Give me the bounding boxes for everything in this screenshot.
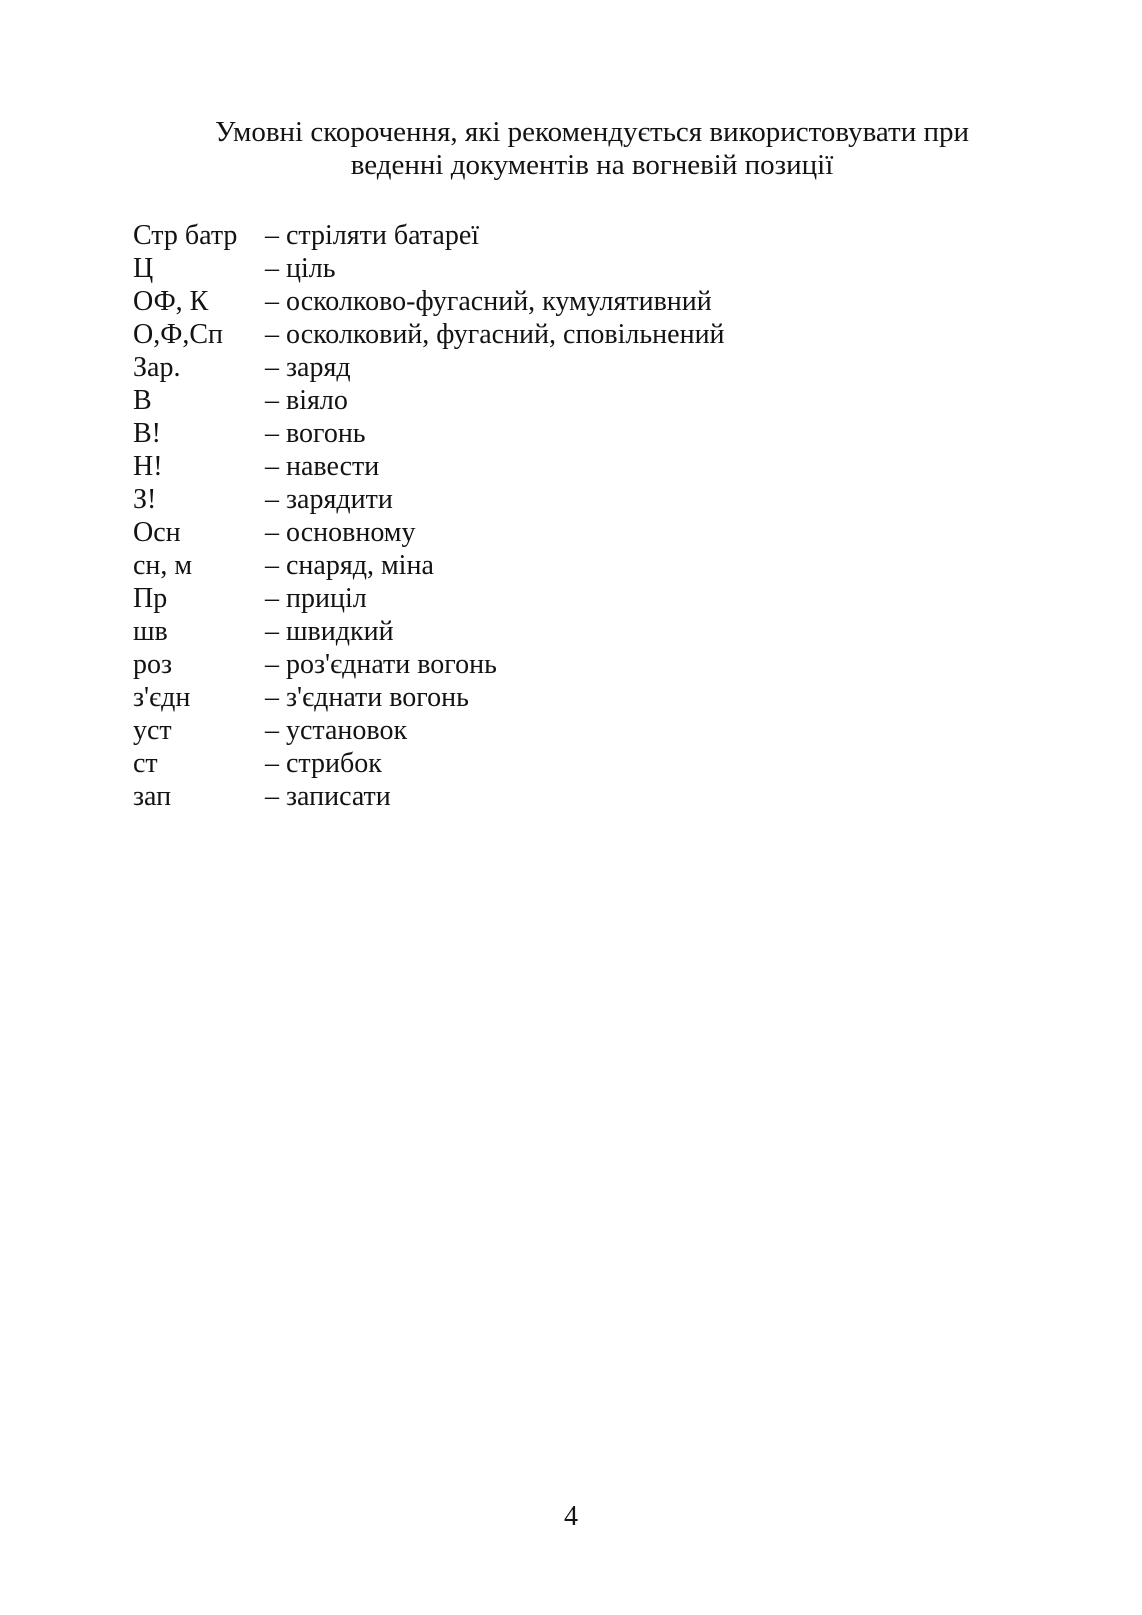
abbreviation-definition: зарядити — [286, 484, 393, 515]
dash-separator: – — [265, 352, 279, 383]
dash-separator: – — [265, 781, 279, 812]
abbreviation-term: Ц — [133, 253, 154, 284]
dash-separator: – — [265, 715, 279, 746]
dash-separator: – — [265, 616, 279, 647]
page-number: 4 — [564, 1501, 578, 1532]
abbreviation-row — [133, 516, 1051, 549]
abbreviation-term: шв — [133, 616, 168, 647]
abbreviation-row — [133, 714, 1051, 747]
abbreviation-definition: основному — [286, 517, 416, 548]
dash-separator: – — [265, 319, 279, 350]
abbreviation-term: Н! — [133, 451, 163, 482]
abbreviation-definition: стріляти батареї — [286, 220, 480, 251]
abbreviation-row — [133, 615, 1051, 648]
abbreviation-row — [133, 384, 1051, 417]
abbreviation-row — [133, 681, 1051, 714]
dash-separator: – — [265, 220, 279, 251]
abbreviation-term: роз — [133, 649, 173, 680]
page-title — [133, 116, 1051, 182]
abbreviation-term: В — [133, 385, 152, 416]
abbreviation-row — [133, 582, 1051, 615]
abbreviation-row — [133, 252, 1051, 285]
dash-separator: – — [265, 550, 279, 581]
abbreviation-definition: з'єднати вогонь — [286, 682, 469, 713]
abbreviation-row — [133, 780, 1051, 813]
dash-separator: – — [265, 649, 279, 680]
dash-separator: – — [265, 517, 279, 548]
abbreviation-term: В! — [133, 418, 161, 449]
dash-separator: – — [265, 418, 279, 449]
abbreviation-row — [133, 549, 1051, 582]
dash-separator: – — [265, 682, 279, 713]
abbreviation-definition: приціл — [286, 583, 367, 614]
abbreviation-definition: установок — [286, 715, 408, 746]
dash-separator: – — [265, 253, 279, 284]
abbreviation-row — [133, 747, 1051, 780]
abbreviation-definition: записати — [286, 781, 391, 812]
page-title-line-1: Умовні скорочення, які рекомендується використовувати при — [214, 116, 970, 148]
abbreviation-row — [133, 318, 1051, 351]
abbreviation-row — [133, 285, 1051, 318]
dash-separator: – — [265, 583, 279, 614]
abbreviation-row — [133, 219, 1051, 252]
abbreviation-term: зап — [133, 781, 172, 812]
abbreviation-definition: осколково-фугасний, кумулятивний — [286, 286, 712, 317]
dash-separator: – — [265, 286, 279, 317]
abbreviation-row — [133, 351, 1051, 384]
abbreviation-row — [133, 450, 1051, 483]
abbreviation-term: О,Ф,Сп — [133, 319, 224, 350]
abbreviation-row — [133, 417, 1051, 450]
abbreviation-row — [133, 483, 1051, 516]
abbreviation-definition: осколковий, фугасний, сповільнений — [286, 319, 725, 350]
dash-separator: – — [265, 451, 279, 482]
abbreviation-term: ст — [133, 748, 158, 779]
abbreviation-definition: роз'єднати вогонь — [286, 649, 497, 680]
abbreviation-term: Пр — [133, 583, 168, 614]
abbreviation-list — [133, 219, 1051, 813]
abbreviation-definition: вогонь — [286, 418, 366, 449]
abbreviation-term: сн, м — [133, 550, 193, 581]
page-title-line-2: веденні документів на вогневій позиції — [350, 149, 834, 181]
abbreviation-term: з'єдн — [133, 682, 191, 713]
abbreviation-definition: заряд — [286, 352, 351, 383]
abbreviation-term: З! — [133, 484, 157, 515]
abbreviation-row — [133, 648, 1051, 681]
dash-separator: – — [265, 748, 279, 779]
abbreviation-definition: віяло — [286, 385, 348, 416]
abbreviation-definition: стрибок — [286, 748, 382, 779]
abbreviation-definition: швидкий — [286, 616, 394, 647]
abbreviation-term: ОФ, К — [133, 286, 209, 317]
abbreviation-definition: снаряд, міна — [286, 550, 434, 581]
abbreviation-term: уст — [133, 715, 172, 746]
abbreviation-term: Стр батр — [133, 220, 238, 251]
dash-separator: – — [265, 484, 279, 515]
abbreviation-definition: навести — [286, 451, 380, 482]
abbreviation-definition: ціль — [286, 253, 336, 284]
abbreviation-term: Зар. — [133, 352, 181, 383]
dash-separator: – — [265, 385, 279, 416]
abbreviation-term: Осн — [133, 517, 181, 548]
